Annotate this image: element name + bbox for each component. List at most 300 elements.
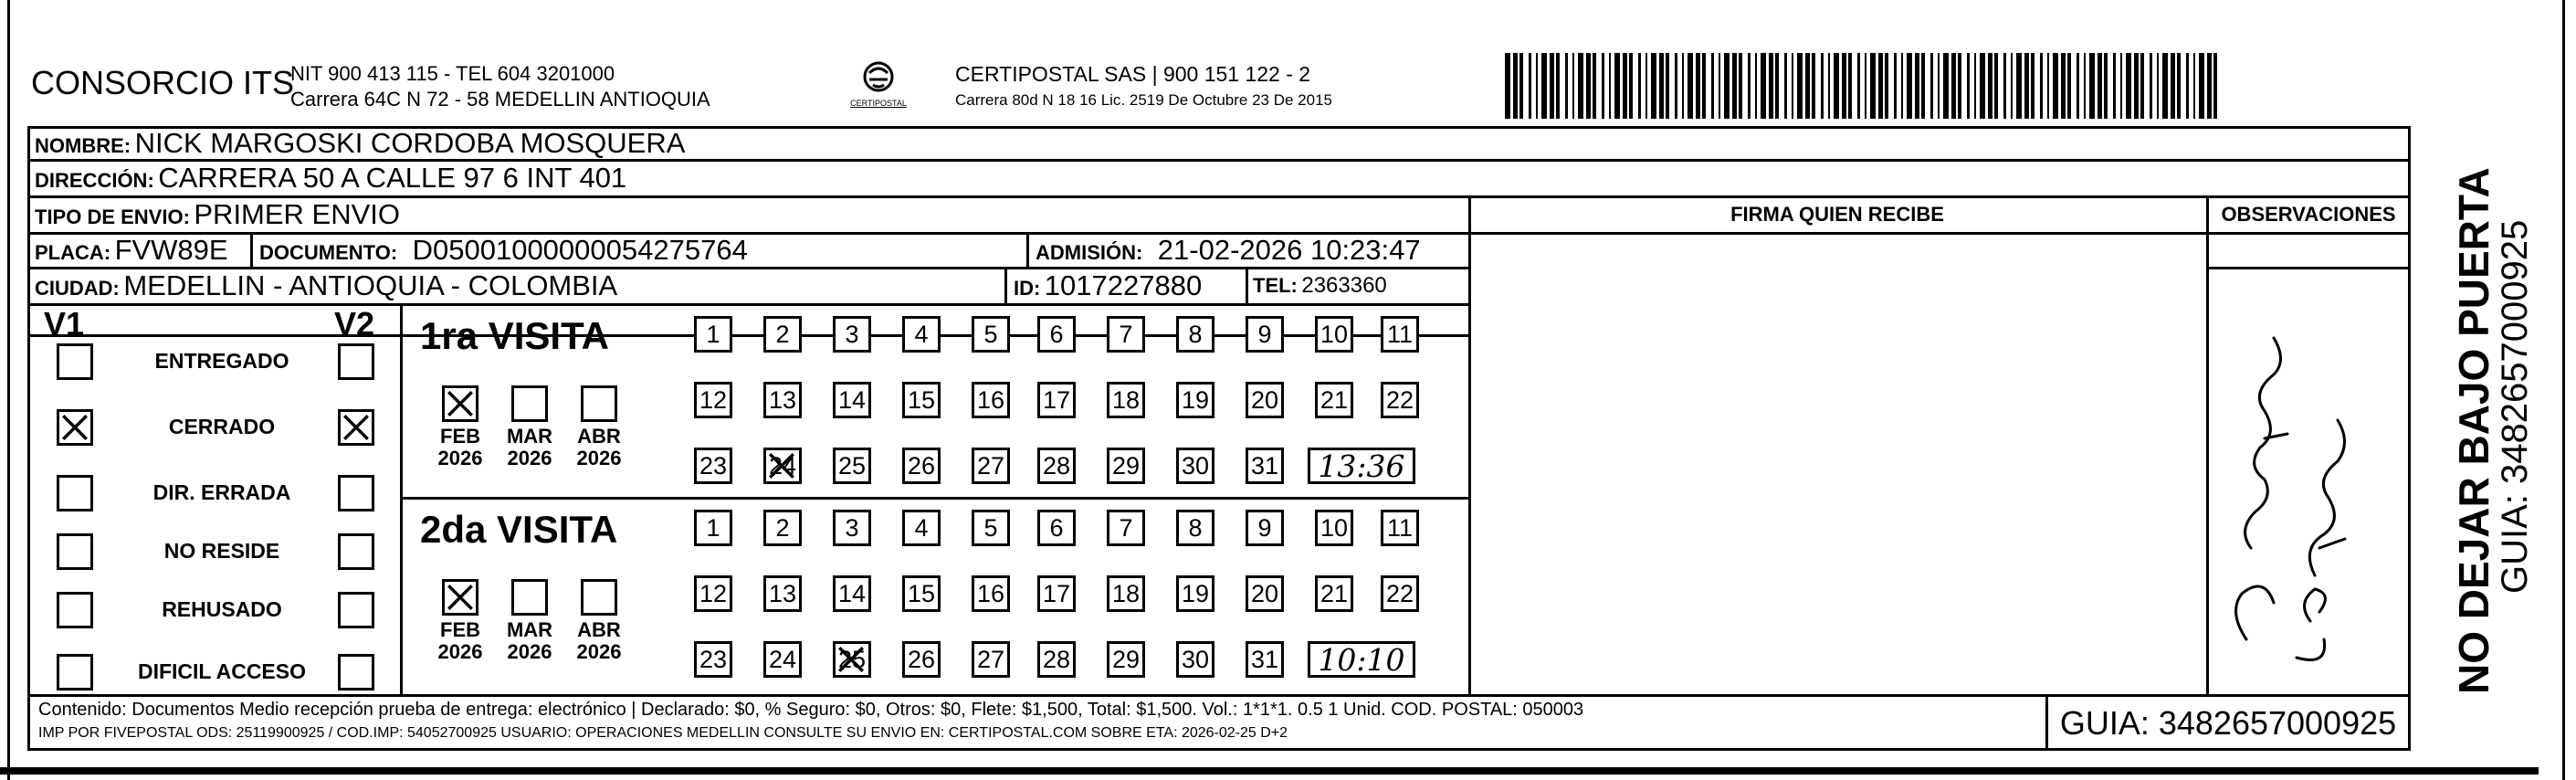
barcode-bar: [1609, 53, 1611, 119]
barcode-bar: [1578, 53, 1583, 119]
day-number: 21: [1320, 579, 1349, 607]
barcode-bar: [2089, 53, 2095, 119]
barcode-bar: [1696, 53, 1700, 119]
barcode-bar: [1602, 53, 1604, 119]
day-number: 10: [1320, 513, 1349, 542]
day-number: 17: [1042, 579, 1071, 607]
v2-checkbox[interactable]: [338, 592, 374, 628]
month-year: 2026: [437, 447, 483, 469]
x-mark-icon: [59, 412, 90, 443]
page-edge-bottom: [0, 767, 2539, 775]
v2-header: V2: [334, 305, 375, 343]
month-checkbox[interactable]: [581, 579, 617, 616]
month-name: ABR: [577, 425, 621, 448]
day-box[interactable]: [1107, 448, 1145, 484]
v1-header: V1: [44, 305, 85, 343]
day-box[interactable]: [833, 316, 871, 353]
day-box[interactable]: [694, 641, 732, 678]
day-number: 24: [768, 451, 797, 480]
day-box[interactable]: [1246, 641, 1284, 678]
row-divider: [400, 497, 1470, 500]
day-box[interactable]: [1037, 316, 1076, 353]
barcode-bar: [2061, 53, 2066, 119]
barcode-bar: [1951, 53, 1956, 119]
day-box[interactable]: [1037, 641, 1076, 678]
barcode-bar: [1805, 53, 1810, 119]
day-box[interactable]: [1037, 575, 1076, 612]
day-box[interactable]: [1246, 316, 1284, 353]
observaciones-header: OBSERVACIONES: [2221, 203, 2396, 226]
nombre-value: NICK MARGOSKI CORDOBA MOSQUERA: [134, 127, 686, 159]
day-number: 23: [699, 451, 728, 480]
barcode-bar: [1572, 53, 1574, 119]
barcode-bar: [1651, 53, 1656, 119]
day-box[interactable]: [1246, 382, 1284, 418]
barcode-bar: [1938, 53, 1940, 119]
month-year: 2026: [507, 640, 552, 663]
barcode-bar: [2113, 53, 2116, 119]
barcode-bar: [2140, 53, 2144, 119]
day-number: 26: [907, 645, 936, 673]
month-name: MAR: [506, 425, 553, 448]
handwritten-signature: [2210, 274, 2383, 676]
x-mark-icon: [341, 412, 372, 443]
barcode-bar: [1645, 53, 1647, 119]
day-box[interactable]: [1176, 575, 1214, 612]
day-box[interactable]: [694, 316, 732, 353]
barcode-bar: [1930, 53, 1933, 119]
day-number: 14: [837, 385, 867, 414]
barcode-bar: [2024, 53, 2029, 119]
barcode-bar: [1915, 53, 1919, 119]
side-guia: GUIA: 3482657000925: [2495, 219, 2535, 594]
day-box[interactable]: [1176, 382, 1214, 418]
day-number: 11: [1386, 320, 1414, 348]
v1-checkbox[interactable]: [57, 533, 93, 570]
tipo-row: [35, 197, 400, 237]
barcode-bar: [2186, 53, 2189, 119]
day-box[interactable]: [902, 575, 941, 612]
status-label: NO RESIDE: [163, 539, 280, 563]
month-checkbox[interactable]: [511, 579, 548, 616]
footer-guia: GUIA: 3482657000925: [2059, 704, 2397, 742]
month-year: 2026: [437, 640, 483, 663]
barcode-bar: [1623, 53, 1627, 119]
col-divider: [1468, 195, 1471, 696]
status-label: REHUSADO: [162, 597, 282, 621]
day-number: 31: [1250, 451, 1279, 480]
barcode-bar: [1988, 53, 1992, 119]
barcode-bar: [2077, 53, 2079, 119]
barcode-bar: [1769, 53, 1773, 119]
v1-checkbox[interactable]: [57, 409, 93, 446]
barcode-bar: [1748, 53, 1751, 119]
day-box[interactable]: [1107, 382, 1145, 418]
month-year: 2026: [507, 447, 552, 469]
day-number: 15: [907, 385, 936, 414]
day-box[interactable]: [833, 382, 871, 418]
day-number: 15: [907, 579, 936, 607]
barcode-bar: [2162, 53, 2168, 119]
day-box[interactable]: [1107, 641, 1145, 678]
barcode-bar: [1901, 53, 1903, 119]
month-checkbox[interactable]: [581, 385, 617, 422]
barcode-bar: [1842, 53, 1846, 119]
barcode-bar: [1682, 53, 1684, 119]
day-number: 25: [837, 645, 867, 673]
day-box[interactable]: [1315, 382, 1353, 418]
day-box[interactable]: [763, 510, 802, 546]
barcode-bar: [2213, 53, 2217, 119]
month-name: ABR: [577, 618, 621, 641]
day-box[interactable]: [1246, 575, 1284, 612]
barcode-bar: [2084, 53, 2086, 119]
barcode-bar: [2053, 53, 2058, 119]
day-box[interactable]: [902, 510, 941, 546]
day-box[interactable]: [763, 641, 802, 678]
barcode-bar: [2040, 53, 2043, 119]
day-box[interactable]: [1315, 575, 1353, 612]
month-label: [504, 619, 555, 663]
page-edge-right: [2562, 0, 2565, 780]
barcode-bar: [2193, 53, 2195, 119]
visit-title: 2da VISITA: [420, 508, 618, 551]
day-number: 22: [1385, 579, 1414, 607]
day-box[interactable]: [763, 316, 802, 353]
day-box[interactable]: [1176, 448, 1214, 484]
day-box[interactable]: [694, 382, 732, 418]
barcode-bar: [2003, 53, 2006, 119]
day-box[interactable]: [1315, 316, 1353, 353]
barcode-bar: [2150, 53, 2152, 119]
barcode-bar: [2199, 53, 2204, 119]
barcode-bar: [1541, 53, 1547, 119]
day-number: 11: [1386, 513, 1414, 542]
barcode-bar: [1870, 53, 1876, 119]
day-number: 31: [1250, 645, 1279, 673]
tipo-label: TIPO DE ENVIO:: [35, 206, 190, 228]
barcode-bar: [1775, 53, 1779, 119]
month-label: [573, 619, 625, 663]
barcode-bar: [1732, 53, 1737, 119]
v2-checkbox[interactable]: [338, 533, 374, 570]
tel-value: 2363360: [1301, 273, 1387, 298]
day-number: 4: [914, 320, 929, 348]
day-box[interactable]: [763, 382, 802, 418]
barcode-bar: [2126, 53, 2131, 119]
day-box[interactable]: [1381, 575, 1419, 612]
day-number: 9: [1257, 513, 1272, 542]
placa-value: FVW89E: [114, 234, 228, 266]
barcode-bar: [1878, 53, 1883, 119]
barcode-bar: [2016, 53, 2022, 119]
barcode-bar: [1711, 53, 1714, 119]
day-number: 26: [907, 451, 936, 480]
day-box[interactable]: [902, 641, 941, 678]
day-box[interactable]: [902, 448, 941, 484]
barcode-bar: [2031, 53, 2035, 119]
col-divider: [1004, 267, 1007, 303]
barcode-bar: [1848, 53, 1852, 119]
barcode-bar: [1724, 53, 1730, 119]
barcode-bar: [1980, 53, 1985, 119]
barcode-bar: [1994, 53, 1998, 119]
day-number: 13: [768, 579, 797, 607]
day-number: 24: [768, 645, 797, 673]
day-box[interactable]: [1107, 575, 1145, 612]
barcode-bar: [1550, 53, 1554, 119]
day-number: 10: [1320, 320, 1349, 348]
barcode-bar: [1593, 53, 1596, 119]
day-box[interactable]: [1037, 382, 1076, 418]
v2-checkbox[interactable]: [338, 654, 374, 690]
barcode-bar: [2104, 53, 2108, 119]
day-number: 30: [1181, 645, 1210, 673]
barcode-bar: [1666, 53, 1669, 119]
firma-header: FIRMA QUIEN RECIBE: [1730, 203, 1944, 226]
day-box[interactable]: [1315, 510, 1353, 546]
day-box[interactable]: [1381, 510, 1419, 546]
direccion-row: [35, 161, 626, 201]
day-number: 4: [914, 513, 929, 542]
barcode-bar: [1958, 53, 1961, 119]
barcode-bar: [1812, 53, 1815, 119]
barcode-bar: [1629, 53, 1633, 119]
no-dejar-bajo-puerta: NO DEJAR BAJO PUERTA: [2450, 167, 2497, 694]
col-divider: [1026, 232, 1029, 269]
barcode-bar: [1675, 53, 1677, 119]
day-number: 19: [1181, 385, 1210, 414]
day-number: 2: [775, 320, 790, 348]
day-box[interactable]: [833, 448, 871, 484]
company-line1: NIT 900 413 115 - TEL 604 3201000: [290, 62, 615, 85]
admision-row: [1036, 234, 1421, 272]
day-box[interactable]: [694, 448, 732, 484]
day-box[interactable]: [1246, 448, 1284, 484]
day-number: 30: [1181, 451, 1210, 480]
barcode-bar: [1894, 53, 1897, 119]
day-number: 16: [976, 579, 1005, 607]
barcode-bar: [1739, 53, 1742, 119]
day-number: 20: [1250, 579, 1279, 607]
x-mark-icon: [445, 582, 476, 613]
id-row: [1014, 269, 1202, 309]
v1-checkbox[interactable]: [57, 592, 93, 628]
barcode-bar: [1865, 53, 1866, 119]
barcode-bar: [1821, 53, 1824, 119]
day-box[interactable]: [1176, 510, 1214, 546]
barcode-bar: [1828, 53, 1830, 119]
day-number: 25: [837, 451, 867, 480]
barcode-bar: [1797, 53, 1803, 119]
barcode-bar: [1586, 53, 1591, 119]
id-value: 1017227880: [1044, 269, 1203, 301]
day-box[interactable]: [1107, 316, 1145, 353]
v1-checkbox[interactable]: [57, 654, 93, 690]
day-box[interactable]: [1381, 382, 1419, 418]
day-number: 7: [1119, 513, 1133, 542]
day-number: 28: [1042, 451, 1071, 480]
month-name: FEB: [440, 618, 480, 641]
footer-line1: Contenido: Documentos Medio recepción prueba de entrega: electrónico | Declarado: $0, % Seguro: $0, Otros: $0, Flete: $1,500, Total: $1,500. Vol.: 1*1*1. 0.5 1 Unid. COD. POSTAL: 050003: [38, 700, 1584, 720]
day-box[interactable]: [833, 510, 871, 546]
day-number: 18: [1111, 385, 1141, 414]
day-number: 20: [1250, 385, 1279, 414]
day-number: 23: [699, 645, 728, 673]
month-label: [435, 426, 486, 469]
day-number: 5: [983, 320, 998, 348]
day-box[interactable]: [1246, 510, 1284, 546]
day-box[interactable]: [694, 510, 732, 546]
barcode-bar: [1702, 53, 1706, 119]
x-mark-icon: [836, 644, 867, 675]
barcode-bar: [1907, 53, 1912, 119]
day-number: 28: [1042, 645, 1071, 673]
documento-row: [259, 234, 748, 272]
month-label: [435, 619, 486, 663]
status-label: DIFICIL ACCESO: [137, 659, 306, 683]
day-box[interactable]: [972, 448, 1010, 484]
month-checkbox[interactable]: [442, 579, 478, 616]
page-edge-left: [7, 0, 10, 780]
placa-row: [35, 234, 228, 272]
barcode-bar: [2011, 53, 2013, 119]
barcode-bar: [1974, 53, 1976, 119]
barcode-bar: [1792, 53, 1793, 119]
carrier-line2: Carrera 80d N 18 16 Lic. 2519 De Octubre 23 De 2015: [955, 91, 1332, 109]
day-box[interactable]: [1176, 316, 1214, 353]
day-number: 12: [699, 579, 728, 607]
placa-label: PLACA:: [35, 241, 111, 264]
col-divider: [250, 232, 253, 269]
barcode-bar: [1943, 53, 1949, 119]
status-label: DIR. ERRADA: [152, 480, 291, 504]
status-label: CERRADO: [168, 415, 276, 438]
barcode-bar: [2120, 53, 2122, 119]
tipo-value: PRIMER ENVIO: [194, 198, 401, 230]
admision-label: ADMISIÓN:: [1036, 241, 1143, 264]
day-number: 3: [845, 513, 859, 542]
day-number: 29: [1111, 645, 1141, 673]
nombre-label: NOMBRE:: [35, 134, 131, 157]
barcode-bar: [1614, 53, 1620, 119]
barcode: [1505, 53, 2226, 119]
day-number: 6: [1049, 320, 1064, 348]
v2-checkbox[interactable]: [338, 475, 374, 511]
status-label: ENTREGADO: [154, 349, 289, 373]
barcode-bar: [1755, 53, 1757, 119]
documento-label: DOCUMENTO:: [259, 241, 398, 264]
direccion-value: CARRERA 50 A CALLE 97 6 INT 401: [158, 162, 627, 194]
x-mark-icon: [766, 450, 797, 481]
day-number: 1: [706, 513, 720, 542]
day-box[interactable]: [902, 316, 941, 353]
day-box[interactable]: [833, 575, 871, 612]
day-number: 5: [983, 513, 998, 542]
day-number: 21: [1320, 385, 1349, 414]
barcode-bar: [2067, 53, 2071, 119]
day-box[interactable]: [972, 510, 1010, 546]
month-name: FEB: [440, 425, 480, 448]
ciudad-value: MEDELLIN - ANTIOQUIA - COLOMBIA: [123, 269, 618, 301]
day-box[interactable]: [694, 575, 732, 612]
v2-checkbox[interactable]: [338, 409, 374, 446]
day-box[interactable]: [902, 382, 941, 418]
day-number: 16: [976, 385, 1005, 414]
month-year: 2026: [576, 447, 622, 469]
col-divider: [2206, 195, 2209, 696]
barcode-bar: [1719, 53, 1720, 119]
day-box[interactable]: [972, 382, 1010, 418]
day-number: 22: [1385, 385, 1414, 414]
barcode-bar: [1519, 53, 1523, 119]
day-box[interactable]: [833, 641, 871, 678]
tel-row: [1253, 269, 1387, 306]
barcode-bar: [1529, 53, 1531, 119]
barcode-bar: [1921, 53, 1925, 119]
visit-title: 1ra VISITA: [420, 314, 609, 357]
barcode-bar: [1505, 53, 1510, 119]
barcode-bar: [1857, 53, 1860, 119]
footer-line2: IMP POR FIVEPOSTAL ODS: 25119900925 / COD.IMP: 54052700925 USUARIO: OPERACIONES MEDELLIN CONSULTE SU ENVIO EN: CERTIPOSTAL.COM SOBRE ETA: 2026-02-25 D+2: [38, 725, 1288, 741]
day-box[interactable]: [972, 575, 1010, 612]
day-box[interactable]: [972, 316, 1010, 353]
row-divider: [2206, 267, 2411, 269]
day-number: 8: [1188, 320, 1203, 348]
day-box[interactable]: [1176, 641, 1214, 678]
barcode-bar: [2047, 53, 2049, 119]
barcode-bar: [2134, 53, 2139, 119]
barcode-bar: [1688, 53, 1693, 119]
day-box[interactable]: [972, 641, 1010, 678]
ciudad-row: [35, 269, 617, 309]
month-label: [504, 426, 555, 469]
v1-checkbox[interactable]: [57, 343, 93, 380]
barcode-bar: [1885, 53, 1888, 119]
ciudad-label: CIUDAD:: [35, 277, 120, 300]
day-box[interactable]: [763, 448, 802, 484]
barcode-bar: [1565, 53, 1568, 119]
day-number: 27: [976, 645, 1005, 673]
barcode-bar: [1536, 53, 1538, 119]
barcode-bar: [2157, 53, 2159, 119]
barcode-bar: [1513, 53, 1518, 119]
barcode-bar: [2098, 53, 2102, 119]
day-box[interactable]: [1037, 510, 1076, 546]
day-box[interactable]: [1107, 510, 1145, 546]
day-box[interactable]: [1381, 316, 1419, 353]
handwritten-time: 13:36: [1308, 448, 1415, 484]
barcode-bar: [1638, 53, 1641, 119]
tel-label: TEL:: [1253, 274, 1298, 297]
col-divider: [400, 303, 403, 696]
v1-checkbox[interactable]: [57, 475, 93, 511]
v2-checkbox[interactable]: [338, 343, 374, 380]
month-name: MAR: [506, 618, 553, 641]
day-number: 13: [768, 385, 797, 414]
id-label: ID:: [1014, 277, 1041, 300]
handwritten-time: 10:10: [1308, 641, 1415, 678]
day-number: 2: [775, 513, 790, 542]
carrier-line1: CERTIPOSTAL SAS | 900 151 122 - 2: [955, 62, 1311, 86]
day-number: 3: [845, 320, 859, 348]
month-checkbox[interactable]: [442, 385, 478, 422]
day-box[interactable]: [763, 575, 802, 612]
day-box[interactable]: [1037, 448, 1076, 484]
company-name: CONSORCIO ITS: [31, 64, 295, 101]
month-checkbox[interactable]: [511, 385, 548, 422]
col-divider: [1246, 267, 1248, 303]
